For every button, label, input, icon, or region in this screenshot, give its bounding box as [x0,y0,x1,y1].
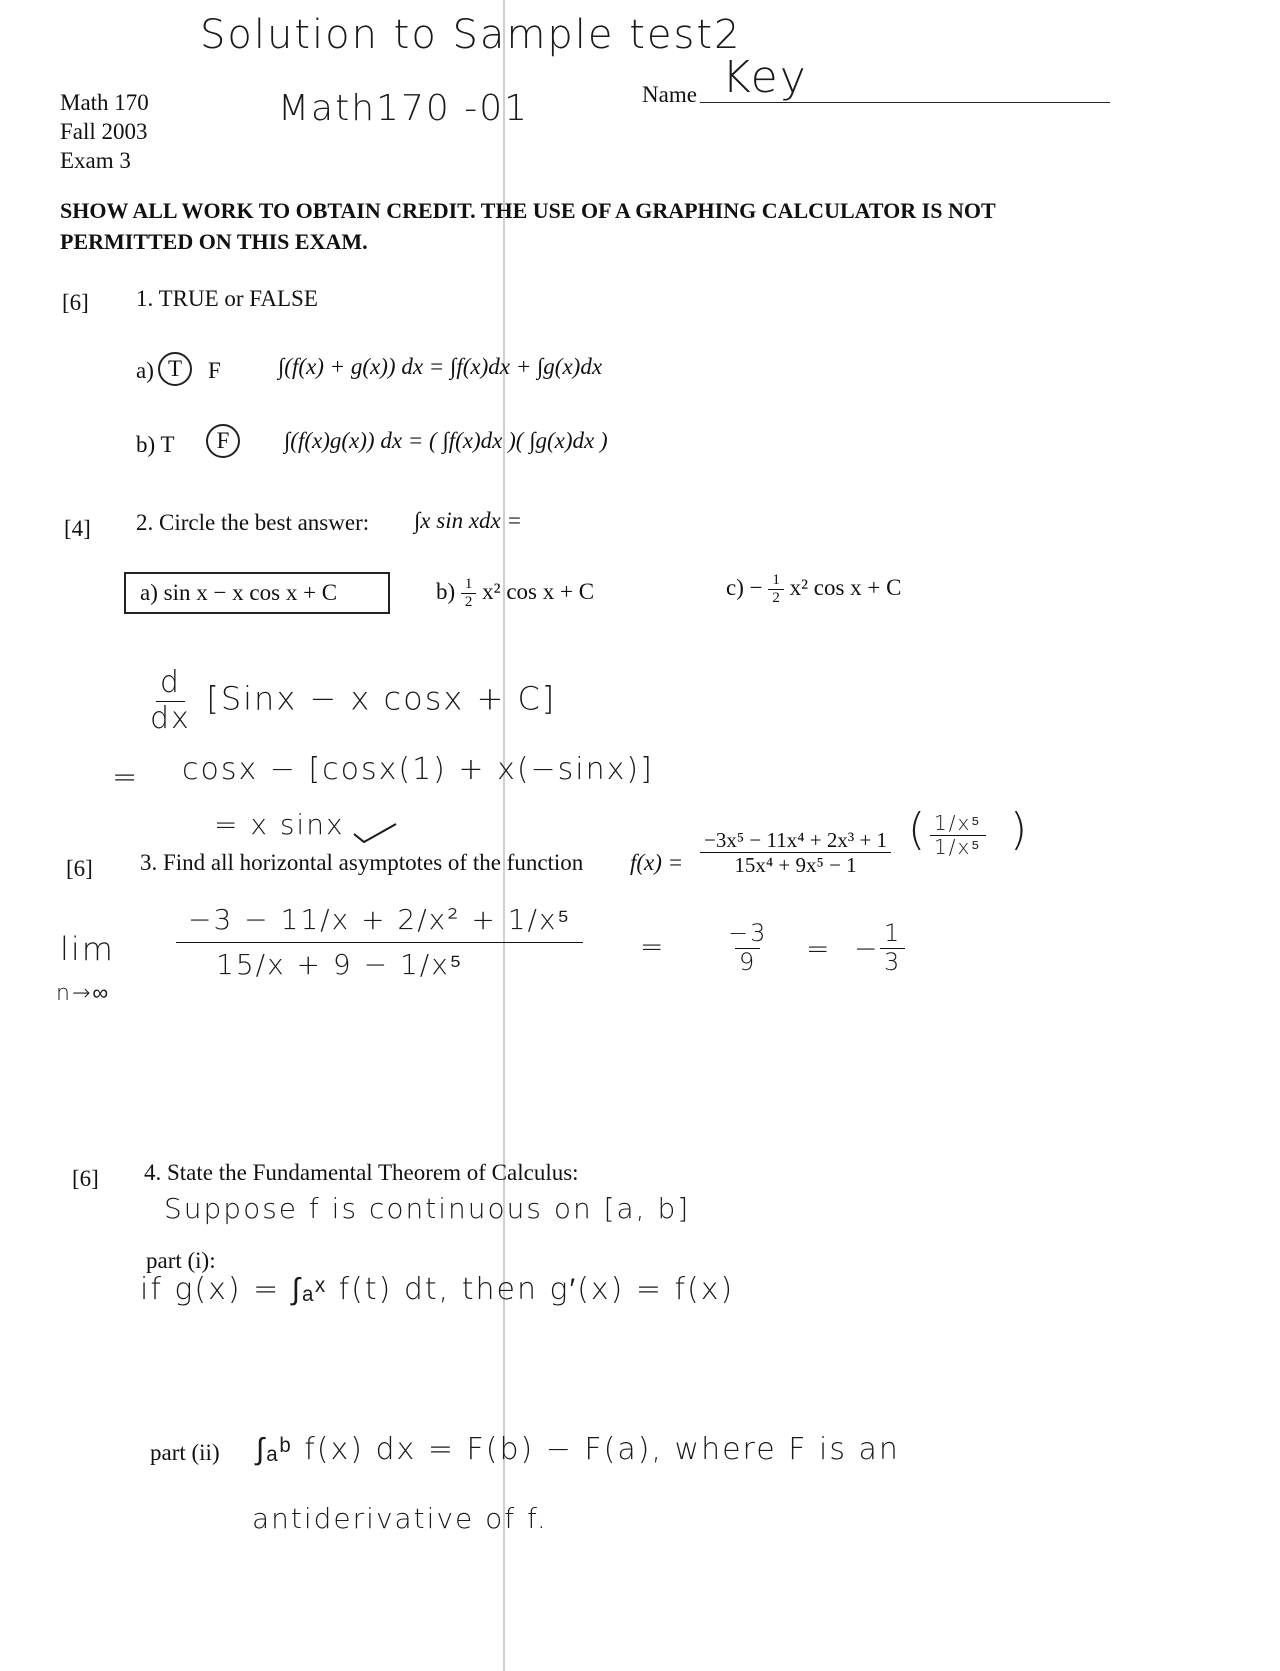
q1a-expression: ∫(f(x) + g(x)) dx = ∫f(x)dx + ∫g(x)dx [278,354,603,379]
handwritten-title: Solution to Sample test2 [200,12,742,58]
q1-points: [6] [62,290,89,315]
q2-work-line1: [Sinx − x cosx + C] [206,679,557,718]
checkmark-icon [352,820,398,846]
instructions-line2: PERMITTED ON THIS EXAM. [60,229,368,254]
q2-integral: ∫x sin xdx = [414,508,523,533]
q3-prompt: 3. Find all horizontal asymptotes of the function [140,850,584,875]
q3-result1-den: 9 [735,948,760,977]
instructions-line1: SHOW ALL WORK TO OBTAIN CREDIT. THE USE OF A GRAPHING CALCULATOR IS NOT [60,198,996,223]
q3-multiplier-den: 1/x⁵ [934,835,982,859]
q2-option-b-rest: x² cos x + C [482,579,595,605]
q2-option-c-half-num: 1 [768,572,784,590]
q2-points: [4] [64,516,91,541]
q4-part1-label: part (i): [146,1248,216,1273]
q3-result2-sign: − [854,932,880,965]
q4-part2-expression: ∫ₐᵇ f(x) dx = F(b) − F(a), where F is an [256,1432,900,1467]
q3-numerator: −3x⁵ − 11x⁴ + 2x³ + 1 [700,828,891,853]
q2-work-dx: dx [150,700,191,736]
q2-option-c-half-den: 2 [772,590,780,607]
exam-label: Exam 3 [60,148,131,173]
name-label: Name [642,82,697,107]
q3-work-denominator: 15/x + 9 − 1/x⁵ [216,948,464,982]
q3-lim: lim [60,930,115,968]
q1a-true-circled: T [158,352,192,386]
q3-multiplier-num: 1/x⁵ [930,812,986,836]
q2-option-c-rest: x² cos x + C [789,575,902,601]
scan-artifact-line [503,0,505,1671]
q3-fx: f(x) = [630,850,684,875]
name-value: Key [722,52,808,103]
q1b-label: b) T [136,432,175,457]
q2-work-d: d [156,666,185,702]
q3-equals-2: = [806,932,832,965]
q4-part2-label: part (ii) [150,1440,220,1465]
handwritten-course: Math170 -01 [278,88,530,129]
q3-result1-num: −3 [728,919,768,947]
q2-work-line3: = x sinx [214,808,345,841]
q3-points: [6] [66,856,93,881]
q2-option-b-label: b) [436,579,456,605]
q1a-false: F [208,358,221,383]
q2-option-c-label: c) − [726,575,763,601]
q2-work-line2: cosx − [cosx(1) + x(−sinx)] [182,752,654,787]
q2-prompt: 2. Circle the best answer: [136,510,370,535]
q3-result2-den: 3 [884,947,902,976]
q2-option-b-half-num: 1 [461,576,477,594]
q3-equals-1: = [640,930,666,963]
q4-prompt: 4. State the Fundamental Theorem of Calculus: [144,1160,579,1185]
q1b-expression: ∫(f(x)g(x)) dx = ( ∫f(x)dx )( ∫g(x)dx ) [284,428,608,453]
q3-lim-sub: n→∞ [56,981,111,1006]
q4-points: [6] [72,1166,99,1191]
q1a-label: a) [136,358,154,383]
q4-suppose: Suppose f is continuous on [a, b] [164,1192,691,1225]
q3-result2-num: 1 [880,920,905,949]
q3-denominator: 15x⁴ + 9x⁵ − 1 [734,853,857,878]
term-label: Fall 2003 [60,119,148,144]
q4-part2-line2: antiderivative of f. [252,1502,548,1535]
q3-work-numerator: −3 − 11/x + 2/x² + 1/x⁵ [176,904,583,943]
q2-option-a-boxed: a) sin x − x cos x + C [124,572,390,614]
course-label: Math 170 [60,90,149,115]
q1-prompt: 1. TRUE or FALSE [136,286,318,311]
q1b-false-circled: F [206,424,240,458]
q4-part1-expression: if g(x) = ∫ₐˣ f(t) dt, then g′(x) = f(x) [140,1272,735,1307]
q2-work-equals: = [112,760,140,795]
q2-option-b-half-den: 2 [464,594,473,611]
